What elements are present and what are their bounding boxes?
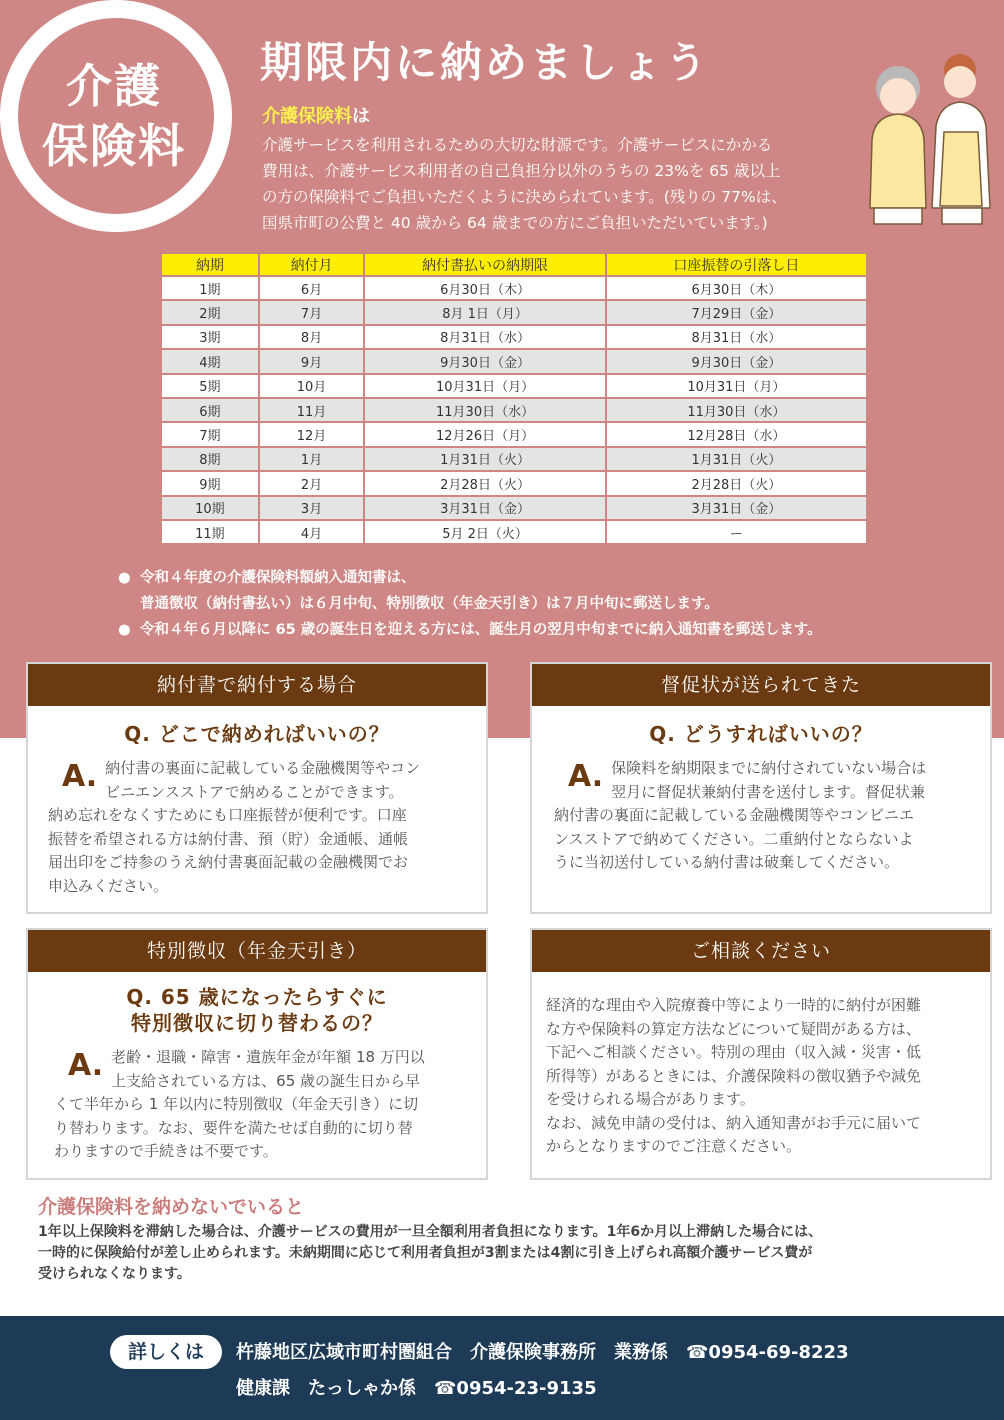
contact-footer <box>0 1316 1004 1420</box>
intro-line: 介護サービスを利用されるための大切な財源です。介護サービスにかかる <box>262 136 773 154</box>
table-row <box>161 496 867 520</box>
table-cell: 8月 1日（月） <box>364 300 605 324</box>
contact-line: 健康課 たっしゃか係 ☎0954-23-9135 <box>236 1378 597 1399</box>
card-reminder-received <box>530 662 992 914</box>
table-cell: 6月 <box>259 276 365 300</box>
table-cell: 1月 <box>259 447 365 471</box>
table-row <box>161 520 867 544</box>
answer-line: 保険料を納期限までに納付されていない場合は <box>611 759 927 777</box>
column-header: 納期 <box>161 253 259 276</box>
card-pay-by-slip <box>26 662 488 914</box>
column-header: 納付書払いの納期限 <box>364 253 605 276</box>
warning-text <box>38 1222 978 1285</box>
table-row <box>161 447 867 471</box>
table-cell: ー <box>606 520 867 544</box>
table-cell: 1月31日（火） <box>606 447 867 471</box>
answer-line: 老齢・退職・障害・遺族年金が年額 18 万円以 <box>111 1048 425 1066</box>
table-row <box>161 325 867 349</box>
table-cell: 11月 <box>259 398 365 422</box>
answer-line: 下記へご相談ください。特別の理由（収入減・災害・低 <box>546 1043 922 1061</box>
answer-line: ビニエンスストアで納めることができます。 <box>105 782 404 801</box>
card-title: 督促状が送られてきた <box>532 664 990 706</box>
table-cell: 3期 <box>161 325 259 349</box>
table-row <box>161 422 867 446</box>
answer-line: 納付書の裏面に記載している金融機関等やコン <box>105 759 421 777</box>
answer-line: な方や保険料の算定方法などについて疑問がある方は、 <box>546 1019 921 1038</box>
table-cell: 2月 <box>259 471 365 495</box>
answer-label: A. <box>62 759 98 794</box>
title-badge-text <box>34 56 194 176</box>
answer-line: 経済的な理由や入院療養中等により一時的に納付が困難 <box>546 996 922 1014</box>
answer-line: 納め忘れをなくすためにも口座振替が便利です。口座 <box>48 806 407 824</box>
table-cell: 1期 <box>161 276 259 300</box>
column-header: 口座振替の引落し日 <box>606 253 867 276</box>
page-title: 期限内に納めましょう <box>260 38 711 87</box>
table-cell: 2月28日（火） <box>606 471 867 495</box>
notice-text: 普通徴収（納付書払い）は６月中旬、特別徴収（年金天引き）は７月中旬に郵送します。 <box>140 596 719 612</box>
table-cell: 9月30日（金） <box>364 349 605 373</box>
card-question-line: Q. 65 歳になったらすぐに <box>126 985 388 1009</box>
table-cell: 3月31日（金） <box>364 496 605 520</box>
answer-line: 翌月に督促状兼納付書を送付します。督促状兼 <box>611 782 925 801</box>
warning-line: 1年以上保険料を滞納した場合は、介護サービスの費用が一旦全額利用者負担になります。1年6か月以上滞納した場合には、 <box>38 1224 823 1240</box>
table-cell: 9月30日（金） <box>606 349 867 373</box>
answer-line: 納付書の裏面に記載している金融機関等やコンビニエ <box>554 806 915 824</box>
card-question: Q. どこで納めればいいの？ <box>124 722 390 746</box>
answer-line: 上支給されている方は、65 歳の誕生日から早 <box>111 1071 421 1090</box>
table-cell: 11月30日（水） <box>606 398 867 422</box>
table-row <box>161 349 867 373</box>
answer-label: A. <box>68 1048 104 1083</box>
badge-line1: 介護 <box>66 59 162 113</box>
card-answer <box>28 1036 486 1164</box>
table-row <box>161 300 867 324</box>
card-question: Q. どうすればいいの？ <box>649 722 873 746</box>
answer-line: ンスストアで納めてください。二重納付とならないよ <box>554 829 914 848</box>
notice-text: 令和４年６月以降に 65 歳の誕生日を迎える方には、誕生月の翌月中旬までに納入通知書を郵送します。 <box>140 622 822 638</box>
table-row <box>161 374 867 398</box>
table-cell: 7月 <box>259 300 365 324</box>
table-cell: 4月 <box>259 520 365 544</box>
table-row <box>161 471 867 495</box>
card-title: ご相談ください <box>532 930 990 972</box>
notice-list <box>118 565 978 643</box>
warning-line: 一時的に保険給付が差し止められます。未納期間に応じて利用者負担が3割または4割に引き上げられ高額介護サービス費が <box>38 1245 813 1261</box>
table-cell: 2月28日（火） <box>364 471 605 495</box>
intro-line: 費用は、介護サービス利用者の自己負担分以外のうちの 23%を 65 歳以上 <box>262 162 781 180</box>
card-question <box>28 984 486 1036</box>
intro-text <box>262 132 842 236</box>
table-cell: 7期 <box>161 422 259 446</box>
card-consultation <box>530 928 992 1180</box>
table-cell: 11期 <box>161 520 259 544</box>
card-question-line: 特別徴収に切り替わるの？ <box>131 1011 383 1035</box>
contact-line: 杵藤地区広域市町村圏組合 介護保険事務所 業務係 ☎0954-69-8223 <box>236 1342 849 1363</box>
answer-line: り替わります。なお、要件を満たせば自動的に切り替 <box>54 1118 413 1137</box>
table-cell: 12月28日（水） <box>606 422 867 446</box>
table-cell: 6月30日（木） <box>606 276 867 300</box>
table-cell: 8期 <box>161 447 259 471</box>
column-header: 納付月 <box>259 253 365 276</box>
answer-line: 届出印をご持参のうえ納付書裏面記載の金融機関でお <box>48 853 409 871</box>
answer-line: 振替を希望される方は納付書、預（貯）金通帳、通帳 <box>48 829 409 848</box>
bullet-icon: ● <box>118 622 131 638</box>
answer-line: からとなりますのでご注意ください。 <box>546 1137 802 1155</box>
table-row <box>161 398 867 422</box>
answer-line: なお、減免申請の受付は、納入通知書がお手元に届いて <box>546 1113 922 1132</box>
card-special-collection <box>26 928 488 1180</box>
table-row <box>161 276 867 300</box>
table-cell: 7月29日（金） <box>606 300 867 324</box>
intro-line: 国県市町の公費と 40 歳から 64 歳までの方にご負担いただいています。) <box>262 214 768 232</box>
card-title: 特別徴収（年金天引き） <box>28 930 486 972</box>
answer-line: 所得等）があるときには、介護保険料の徴収猶予や減免 <box>546 1066 922 1085</box>
table-cell: 5月 2日（火） <box>364 520 605 544</box>
table-cell: 10期 <box>161 496 259 520</box>
notice-text: 令和４年度の介護保険料額納入通知書は、 <box>140 570 416 586</box>
card-answer <box>28 747 486 898</box>
badge-line2: 保険料 <box>42 119 186 173</box>
answer-line: うに当初送付している納付書は破棄してください。 <box>554 853 900 871</box>
card-title: 納付書で納付する場合 <box>28 664 486 706</box>
subheading-highlight: 介護保険料 <box>262 106 352 127</box>
answer-line: を受けられる場合があります。 <box>546 1090 755 1108</box>
table-cell: 10月31日（月） <box>364 374 605 398</box>
warning-line: 受けられなくなります。 <box>38 1266 191 1282</box>
caregiver-illustration-icon <box>860 48 1000 228</box>
table-cell: 6月30日（木） <box>364 276 605 300</box>
table-cell: 3月31日（金） <box>606 496 867 520</box>
details-label: 詳しくは <box>110 1335 222 1369</box>
table-cell: 3月 <box>259 496 365 520</box>
table-cell: 1月31日（火） <box>364 447 605 471</box>
table-cell: 4期 <box>161 349 259 373</box>
intro-line: の方の保険料でご負担いただくように決められています。(残りの 77%は、 <box>262 188 787 206</box>
card-answer <box>532 972 990 1159</box>
answer-label: A. <box>568 759 604 794</box>
card-answer <box>532 747 990 875</box>
warning-title: 介護保険料を納めないでいると <box>38 1196 305 1218</box>
answer-line: 申込みください。 <box>48 876 169 895</box>
table-cell: 8月 <box>259 325 365 349</box>
table-header-row <box>161 253 867 276</box>
table-cell: 10月 <box>259 374 365 398</box>
table-cell: 2期 <box>161 300 259 324</box>
bullet-icon: ● <box>118 570 131 586</box>
answer-line: わりますので手続きは不要です。 <box>54 1142 278 1160</box>
table-cell: 9期 <box>161 471 259 495</box>
subheading <box>262 102 370 128</box>
table-cell: 9月 <box>259 349 365 373</box>
table-cell: 11月30日（水） <box>364 398 605 422</box>
notice-item <box>118 565 978 591</box>
notice-item <box>118 617 978 643</box>
table-cell: 6期 <box>161 398 259 422</box>
table-cell: 5期 <box>161 374 259 398</box>
table-cell: 12月26日（月） <box>364 422 605 446</box>
table-cell: 8月31日（水） <box>606 325 867 349</box>
table-cell: 8月31日（水） <box>364 325 605 349</box>
table-cell: 10月31日（月） <box>606 374 867 398</box>
table-cell: 12月 <box>259 422 365 446</box>
answer-line: くて半年から 1 年以内に特別徴収（年金天引き）に切 <box>54 1095 419 1113</box>
payment-schedule-table <box>160 252 868 545</box>
subheading-suffix: は <box>352 106 370 127</box>
